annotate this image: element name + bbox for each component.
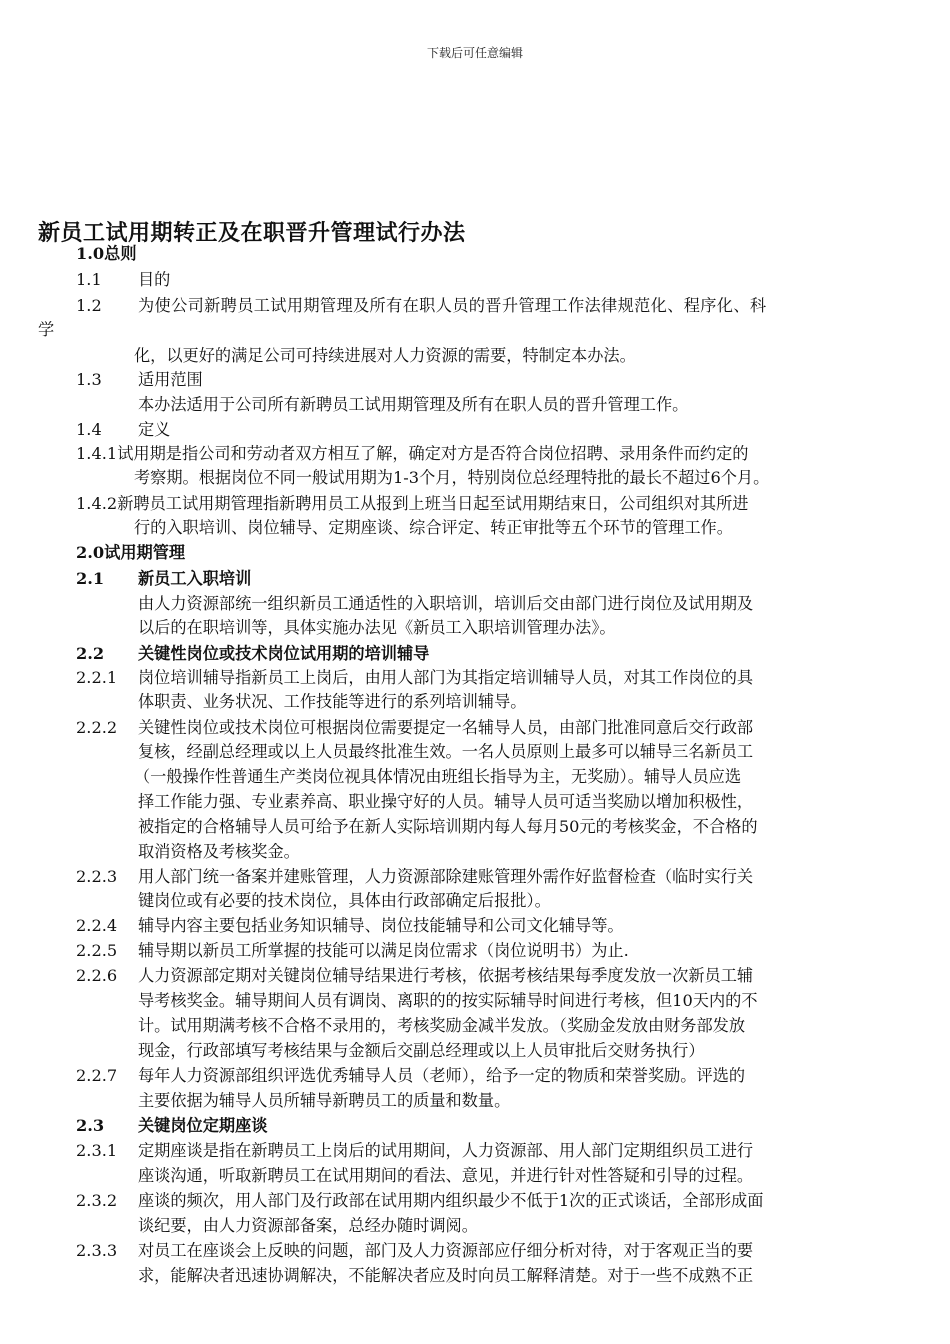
item-number: 2.3.1 <box>76 1141 118 1160</box>
section-heading-2: 2.0试用期管理 <box>76 543 186 562</box>
item-text: 由人力资源部统一组织新员工通适性的入职培训，培训后交由部门进行岗位及试用期及 <box>138 594 754 613</box>
item-number: 2.2.1 <box>76 668 118 687</box>
item-text: 适用范围 <box>138 370 203 389</box>
item-number: 1.4 <box>76 420 102 439</box>
item-text: 谈纪要，由人力资源部备案，总经办随时调阅。 <box>138 1216 478 1235</box>
item-text: 为使公司新聘员工试用期管理及所有在职人员的晋升管理工作法律规范化、程序化、科 <box>138 296 767 315</box>
item-number: 1.3 <box>76 370 102 389</box>
item-text: 体职责、业务状况、工作技能等进行的系列培训辅导。 <box>138 692 527 711</box>
item-text: 行的入职培训、岗位辅导、定期座谈、综合评定、转正审批等五个环节的管理工作。 <box>134 518 733 537</box>
item-number: 2.2.7 <box>76 1066 118 1085</box>
item-number: 2.2.4 <box>76 916 118 935</box>
item-number: 2.2.3 <box>76 867 118 886</box>
item-text: 考察期。根据岗位不同一般试用期为1-3个月，特别岗位总经理特批的最长不超过6个月。 <box>134 468 770 487</box>
item-number: 2.3 <box>76 1116 105 1135</box>
item-text: 辅导期以新员工所掌握的技能可以满足岗位需求（岗位说明书）为止. <box>138 941 629 960</box>
item-text: 关键性岗位或技术岗位可根据岗位需要提定一名辅导人员，由部门批准同意后交行政部 <box>138 718 754 737</box>
item-text: 定义 <box>138 420 171 439</box>
item-number: 2.2.6 <box>76 966 118 985</box>
item-text: 目的 <box>138 270 171 289</box>
item-text: 每年人力资源部组织评选优秀辅导人员（老师），给予一定的物质和荣誉奖励。评选的 <box>138 1066 746 1085</box>
item-text: 导考核奖金。辅导期间人员有调岗、离职的的按实际辅导时间进行考核，但10天内的不 <box>138 991 758 1010</box>
item-text: 座谈的频次，用人部门及行政部在试用期内组织最少不低于1次的正式谈话，全部形成面 <box>138 1191 764 1210</box>
item-text: 对员工在座谈会上反映的问题，部门及人力资源部应仔细分析对待，对于客观正当的要 <box>138 1241 754 1260</box>
item-text: 键岗位或有必要的技术岗位，具体由行政部确定后报批）。 <box>138 891 551 910</box>
item-text: 座谈沟通，听取新聘员工在试用期间的看法、意见，并进行针对性答疑和引导的过程。 <box>138 1166 754 1185</box>
item-text: 本办法适用于公司所有新聘员工试用期管理及所有在职人员的晋升管理工作。 <box>138 395 689 414</box>
item-text: （一般操作性普通生产类岗位视具体情况由班组长指导为主，无奖励）。辅导人员应选 <box>134 767 742 786</box>
item-text: 1.4.1试用期是指公司和劳动者双方相互了解，确定对方是否符合岗位招聘、录用条件而约定的 <box>76 444 749 463</box>
document-title: 新员工试用期转正及在职晋升管理试行办法 <box>38 220 466 246</box>
item-number: 2.2 <box>76 644 105 663</box>
item-text: 化，以更好的满足公司可持续进展对人力资源的需要，特制定本办法。 <box>134 346 636 365</box>
item-text: 主要依据为辅导人员所辅导新聘员工的质量和数量。 <box>138 1091 511 1110</box>
item-text: 现金，行政部填写考核结果与金额后交副总经理或以上人员审批后交财务执行） <box>138 1041 705 1060</box>
item-number: 2.3.3 <box>76 1241 118 1260</box>
item-text: 被指定的合格辅导人员可给予在新人实际培训期内每人每月50元的考核奖金，不合格的 <box>138 817 758 836</box>
item-text: 复核，经副总经理或以上人员最终批准生效。一名人员原则上最多可以辅导三名新员工 <box>138 742 754 761</box>
item-number: 2.2.5 <box>76 941 118 960</box>
item-text: 1.4.2新聘员工试用期管理指新聘用员工从报到上班当日起至试用期结束日，公司组织对其所进 <box>76 494 749 513</box>
item-text: 新员工入职培训 <box>138 569 252 588</box>
item-text: 择工作能力强、专业素养高、职业操守好的人员。辅导人员可适当奖励以增加积极性， <box>138 792 754 811</box>
item-text: 辅导内容主要包括业务知识辅导、岗位技能辅导和公司文化辅导等。 <box>138 916 624 935</box>
item-text: 岗位培训辅导指新员工上岗后，由用人部门为其指定培训辅导人员，对其工作岗位的具 <box>138 668 754 687</box>
item-number: 1.1 <box>76 270 102 289</box>
item-text: 取消资格及考核奖金。 <box>138 842 300 861</box>
item-text: 以后的在职培训等，具体实施办法见《新员工入职培训管理办法》。 <box>138 618 616 637</box>
item-text: 计。试用期满考核不合格不录用的，考核奖励金减半发放。（奖励金发放由财务部发放 <box>138 1016 746 1035</box>
item-text: 人力资源部定期对关键岗位辅导结果进行考核，依据考核结果每季度发放一次新员工辅 <box>138 966 754 985</box>
item-text: 定期座谈是指在新聘员工上岗后的试用期间，人力资源部、用人部门定期组织员工进行 <box>138 1141 754 1160</box>
item-text: 关键性岗位或技术岗位试用期的培训辅导 <box>138 644 430 663</box>
item-number: 2.2.2 <box>76 718 118 737</box>
item-text: 求，能解决者迅速协调解决，不能解决者应及时向员工解释清楚。对于一些不成熟不正 <box>138 1266 754 1285</box>
item-text: 关键岗位定期座谈 <box>138 1116 268 1135</box>
item-number: 2.3.2 <box>76 1191 118 1210</box>
item-number: 2.1 <box>76 569 105 588</box>
section-heading-1: 1.0总则 <box>76 244 137 263</box>
item-number: 1.2 <box>76 296 102 315</box>
header-note: 下载后可任意编辑 <box>426 46 523 60</box>
item-text: 用人部门统一备案并建账管理，人力资源部除建账管理外需作好监督检查（临时实行关 <box>138 867 754 886</box>
item-text-wrap: 学 <box>38 320 55 339</box>
